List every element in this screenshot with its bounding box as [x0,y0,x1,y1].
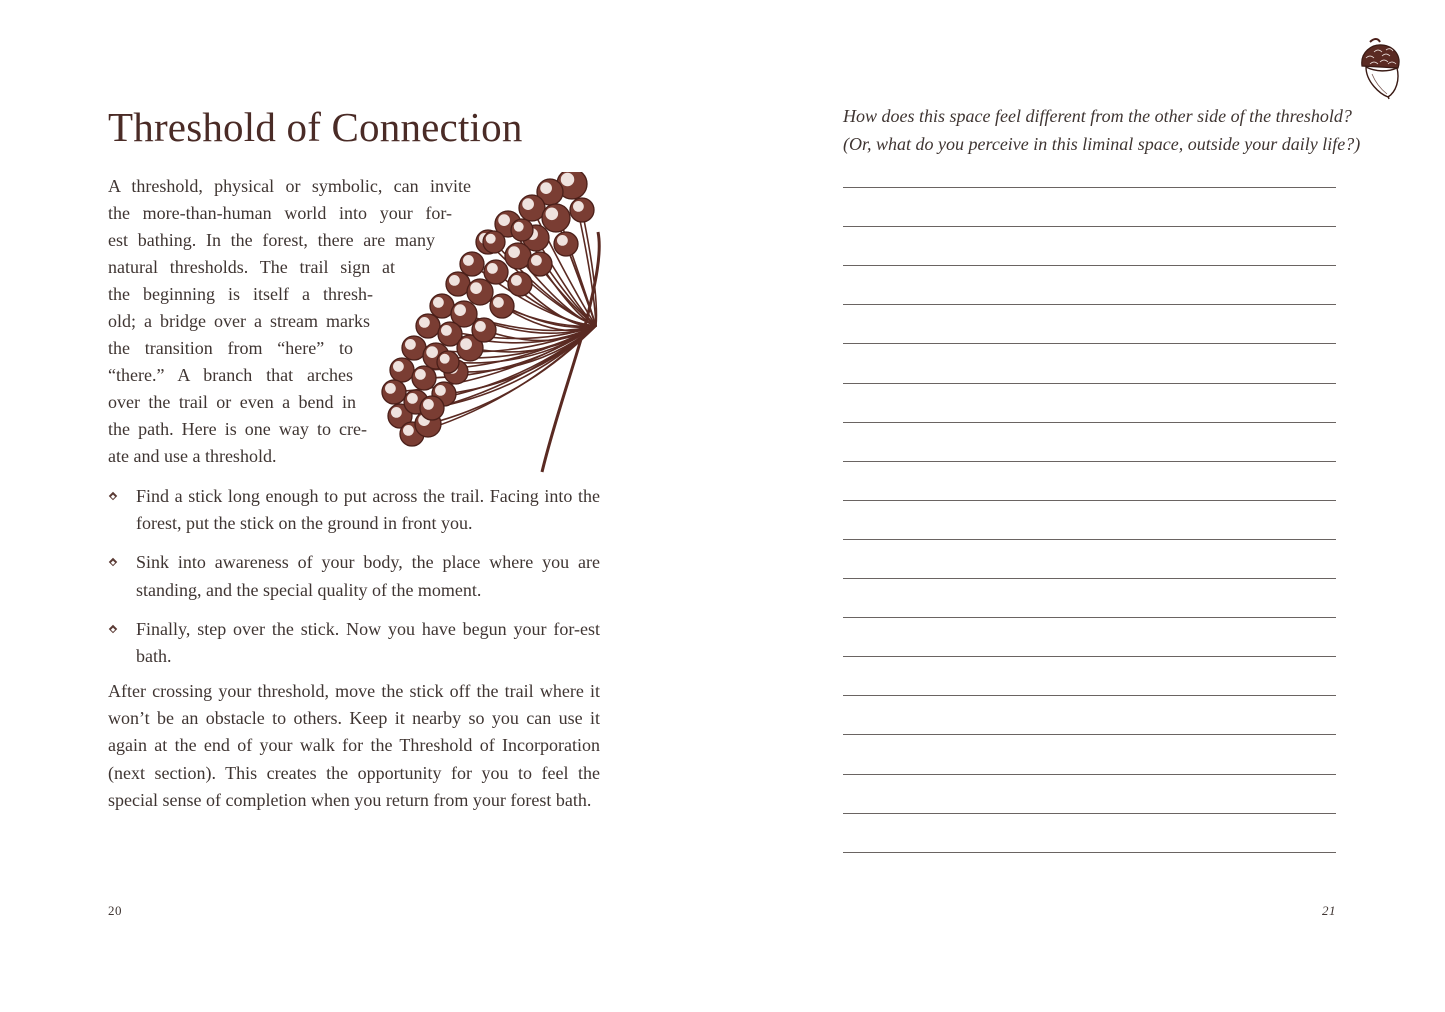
writing-line[interactable] [843,852,1336,853]
berry-highlight [540,182,552,194]
bullet-list [108,483,600,682]
berry-highlight [546,208,559,221]
diamond-bullet-icon [109,558,117,566]
right-page [722,0,1445,1012]
berry-highlight [407,393,418,404]
intro-line: the path. Here is one way to cre- [108,419,367,439]
acorn-icon [1358,36,1406,100]
berry-highlight [440,354,450,364]
intro-line: est bathing. In the forest, there are many [108,230,435,250]
intro-line: old; a bridge over a stream marks [108,311,370,331]
bullet-text: Finally, step over the stick. Now you have begun your for-est bath. [136,618,600,667]
writing-line[interactable] [843,265,1336,266]
berry-highlight [514,222,524,232]
berry-highlight [493,297,504,308]
bullet-text: Find a stick long enough to put across the trail. Facing into the forest, put the stick on the ground in front you. [136,486,600,534]
berry-highlight [405,339,416,350]
berry-highlight [426,346,438,358]
writing-line[interactable] [843,226,1336,227]
writing-line[interactable] [843,617,1336,618]
writing-line[interactable] [843,695,1336,696]
berry-highlight [441,325,452,336]
berry-highlight [449,275,460,286]
diamond-bullet-icon [109,625,117,633]
berry-highlight [486,234,496,244]
berry-highlight [557,235,568,246]
berry-highlight [531,255,542,266]
journal-prompt [843,103,1361,158]
berry-highlight [573,201,584,212]
writing-line[interactable] [843,656,1336,657]
berry-highlight [460,338,472,350]
bullet-text: Sink into awareness of your body, the place where you are standing, and the special quality of the moment. [136,552,600,600]
list-item [108,483,600,537]
intro-line: the transition from “here” to [108,338,353,358]
berry-highlight [498,214,510,226]
berry-highlight [419,317,430,328]
writing-line[interactable] [843,500,1336,501]
berry-highlight [463,255,474,266]
writing-line[interactable] [843,578,1336,579]
berry-highlight [508,246,520,258]
left-page [0,0,722,1012]
writing-line[interactable] [843,383,1336,384]
berry-highlight [475,321,486,332]
berry-highlight [522,198,534,210]
intro-line: natural thresholds. The trail sign at [108,257,395,277]
prompt-line: (Or, what do you perceive in this liminal space, outside your daily life?) [843,133,1361,154]
berry-highlight [393,361,404,372]
berry-highlight [385,383,396,394]
page-number-right: 21 [1322,903,1336,918]
diamond-bullet-icon [109,492,117,500]
berry-highlight [403,425,414,436]
page-title: Threshold of Connection [108,104,523,150]
berry-highlight [470,282,482,294]
page-number-left: 20 [108,903,122,918]
berry-highlight [561,173,575,187]
berry-highlight [435,385,446,396]
intro-line: A threshold, physical or symbolic, can invite [108,176,471,196]
closing-paragraph: After crossing your threshold, move the stick off the trail where it won’t be an obstacle to others. Keep it nearby so you can use it again at the end of your walk for the Threshold of Incorporation (next section). This creates the opportunity for you to feel the special sense of completion when you return from your forest bath. [108,681,600,810]
berry-highlight [433,297,444,308]
writing-line[interactable] [843,813,1336,814]
berry-highlight [511,275,522,286]
writing-line[interactable] [843,304,1336,305]
intro-line: ate and use a threshold. [108,446,277,466]
intro-line: the more-than-human world into your for- [108,203,452,223]
list-item [108,549,600,603]
berry-highlight [391,407,402,418]
intro-line: “there.” A branch that arches [108,365,353,385]
berry-highlight [487,263,498,274]
berry-highlight [415,369,426,380]
berry-highlight [454,304,466,316]
berry-highlight [423,399,434,410]
list-item [108,616,600,670]
writing-line[interactable] [843,734,1336,735]
writing-line[interactable] [843,461,1336,462]
writing-line[interactable] [843,187,1336,188]
intro-line: over the trail or even a bend in [108,392,356,412]
writing-line[interactable] [843,422,1336,423]
intro-line: the beginning is itself a thresh- [108,284,373,304]
writing-line[interactable] [843,774,1336,775]
berry-branch-illustration [372,172,612,476]
prompt-line: How does this space feel different from the other side of the threshold? [843,106,1352,126]
writing-line[interactable] [843,343,1336,344]
writing-line[interactable] [843,539,1336,540]
